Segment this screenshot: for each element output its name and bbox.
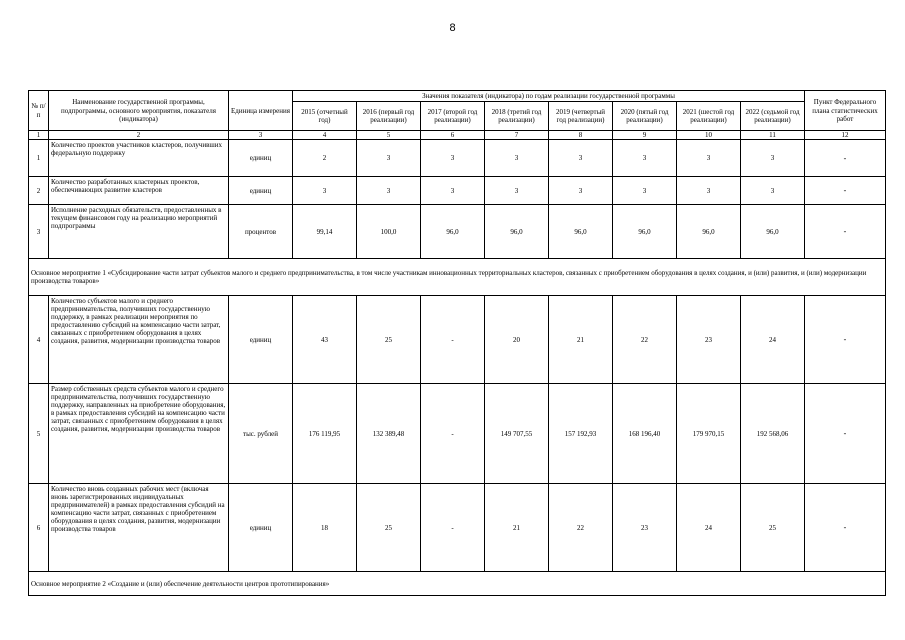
table-row — [29, 384, 886, 484]
indicator-name: Количество проектов участников кластеров, получивших федеральную поддержку — [49, 140, 229, 177]
page-number: 8 — [449, 22, 456, 34]
indicator-name: Количество разработанных кластерных проектов, обеспечивающих развитие кластеров — [49, 177, 229, 205]
column-number: 11 — [741, 131, 805, 140]
indicator-value: 176 119,95 — [293, 384, 357, 484]
indicator-unit: тыс. рублей — [229, 384, 293, 484]
indicator-value: 3 — [677, 140, 741, 177]
indicator-value: 3 — [357, 177, 421, 205]
column-number: 5 — [357, 131, 421, 140]
header-year: 2017 (второй год реализации) — [421, 102, 485, 131]
indicator-name: Исполнение расходных обязательств, предоставленных в текущем финансовом году на реализацию мероприятий подпрограммы — [49, 205, 229, 259]
section-row — [29, 572, 886, 596]
indicator-unit: единиц — [229, 296, 293, 384]
header-year: 2015 (отчетный год) — [293, 102, 357, 131]
indicator-value: 25 — [357, 484, 421, 572]
indicator-value: 2 — [293, 140, 357, 177]
indicator-value: 3 — [421, 140, 485, 177]
indicator-value: 3 — [357, 140, 421, 177]
table-row — [29, 140, 886, 177]
row-number: 5 — [29, 384, 49, 484]
indicator-value: 23 — [613, 484, 677, 572]
indicator-value: 43 — [293, 296, 357, 384]
column-number: 3 — [229, 131, 293, 140]
column-number: 7 — [485, 131, 549, 140]
indicator-value: 96,0 — [421, 205, 485, 259]
indicator-value: 25 — [357, 296, 421, 384]
indicator-value: - — [421, 384, 485, 484]
indicator-value: 179 970,15 — [677, 384, 741, 484]
indicator-value: 3 — [421, 177, 485, 205]
column-number: 12 — [805, 131, 886, 140]
indicator-name: Размер собственных средств субъектов малого и среднего предпринимательства, получивших государственную поддержку, направленных на приобретение оборудования, в рамках предоставления субсидий на компенсацию части затрат, связанных с приобретением оборудования в целях создания, развития, модернизации производства товаров — [49, 384, 229, 484]
column-number: 9 — [613, 131, 677, 140]
header-unit: Единица измерения — [229, 91, 293, 131]
table-row — [29, 177, 886, 205]
indicator-value: 23 — [677, 296, 741, 384]
header-year: 2019 (четвертый год реализации) — [549, 102, 613, 131]
indicator-value: 157 192,93 — [549, 384, 613, 484]
indicator-value: 99,14 — [293, 205, 357, 259]
column-number: 6 — [421, 131, 485, 140]
indicator-value: 168 196,40 — [613, 384, 677, 484]
row-number: 4 — [29, 296, 49, 384]
row-number: 3 — [29, 205, 49, 259]
plan-item: - — [805, 140, 886, 177]
plan-item: - — [805, 484, 886, 572]
indicator-value: 96,0 — [485, 205, 549, 259]
column-number: 4 — [293, 131, 357, 140]
header-plan: Пункт Федерального плана статистических работ — [805, 91, 886, 131]
table-row — [29, 296, 886, 384]
indicator-value: 96,0 — [549, 205, 613, 259]
indicator-value: 20 — [485, 296, 549, 384]
indicator-value: 3 — [485, 140, 549, 177]
column-number: 1 — [29, 131, 49, 140]
header-num: № п/п — [29, 91, 49, 131]
section-title: Основное мероприятие 1 «Субсидирование части затрат субъектов малого и среднего предпринимательства, в том числе участникам инновационных территориальных кластеров, связанных с приобретением оборудования в целях создания, и (или) развития, и (или) модернизации производства товаров» — [29, 259, 886, 296]
indicator-value: 3 — [293, 177, 357, 205]
indicator-name: Количество субъектов малого и среднего предпринимательства, получивших государственную поддержку, в рамках реализации мероприятия по предоставлению субсидий на компенсацию части затрат, связанных с приобретением оборудования в целях создания, развития, модернизации производства товаров — [49, 296, 229, 384]
indicator-value: 22 — [613, 296, 677, 384]
plan-item: - — [805, 177, 886, 205]
row-number: 2 — [29, 177, 49, 205]
row-number: 1 — [29, 140, 49, 177]
row-number: 6 — [29, 484, 49, 572]
indicator-value: 149 707,55 — [485, 384, 549, 484]
indicator-value: 24 — [741, 296, 805, 384]
table-row — [29, 205, 886, 259]
indicator-value: 3 — [613, 140, 677, 177]
indicator-value: 3 — [741, 140, 805, 177]
indicator-value: 3 — [549, 177, 613, 205]
indicator-value: 192 568,06 — [741, 384, 805, 484]
indicator-value: 25 — [741, 484, 805, 572]
header-year: 2018 (третий год реализации) — [485, 102, 549, 131]
column-number: 8 — [549, 131, 613, 140]
header-year: 2016 (первый год реализации) — [357, 102, 421, 131]
indicator-value: 96,0 — [613, 205, 677, 259]
column-number: 10 — [677, 131, 741, 140]
indicator-name: Количество вновь созданных рабочих мест (включая вновь зарегистрированных индивидуальных предпринимателей) в рамках предоставления субсидий на компенсацию части затрат, связанных с приобретением оборудования в целях создания, развития, модернизации производства товаров — [49, 484, 229, 572]
indicator-value: 22 — [549, 484, 613, 572]
plan-item: - — [805, 384, 886, 484]
indicator-value: 96,0 — [677, 205, 741, 259]
indicator-value: 21 — [549, 296, 613, 384]
column-number: 2 — [49, 131, 229, 140]
table-row — [29, 484, 886, 572]
indicator-value: 3 — [741, 177, 805, 205]
indicator-unit: единиц — [229, 140, 293, 177]
indicator-value: 18 — [293, 484, 357, 572]
indicator-value: 132 389,48 — [357, 384, 421, 484]
section-title: Основное мероприятие 2 «Создание и (или) обеспечение деятельности центров прототипирования» — [29, 572, 886, 596]
header-values-group: Значения показателя (индикатора) по годам реализации государственной программы — [293, 91, 805, 102]
header-year: 2022 (седьмой год реализации) — [741, 102, 805, 131]
header-name: Наименование государственной программы, подпрограммы, основного мероприятия, показателя (индикатора) — [49, 91, 229, 131]
plan-item: - — [805, 205, 886, 259]
header-year: 2021 (шестой год реализации) — [677, 102, 741, 131]
indicator-value: - — [421, 484, 485, 572]
indicator-value: 96,0 — [741, 205, 805, 259]
indicator-unit: единиц — [229, 177, 293, 205]
plan-item: - — [805, 296, 886, 384]
indicator-value: 21 — [485, 484, 549, 572]
indicator-unit: процентов — [229, 205, 293, 259]
indicator-unit: единиц — [229, 484, 293, 572]
indicator-value: 3 — [485, 177, 549, 205]
indicator-value: 24 — [677, 484, 741, 572]
header-year: 2020 (пятый год реализации) — [613, 102, 677, 131]
section-row — [29, 259, 886, 296]
indicator-value: 3 — [549, 140, 613, 177]
indicator-value: 3 — [613, 177, 677, 205]
indicator-value: - — [421, 296, 485, 384]
indicator-value: 100,0 — [357, 205, 421, 259]
indicator-value: 3 — [677, 177, 741, 205]
indicators-table — [28, 90, 886, 596]
